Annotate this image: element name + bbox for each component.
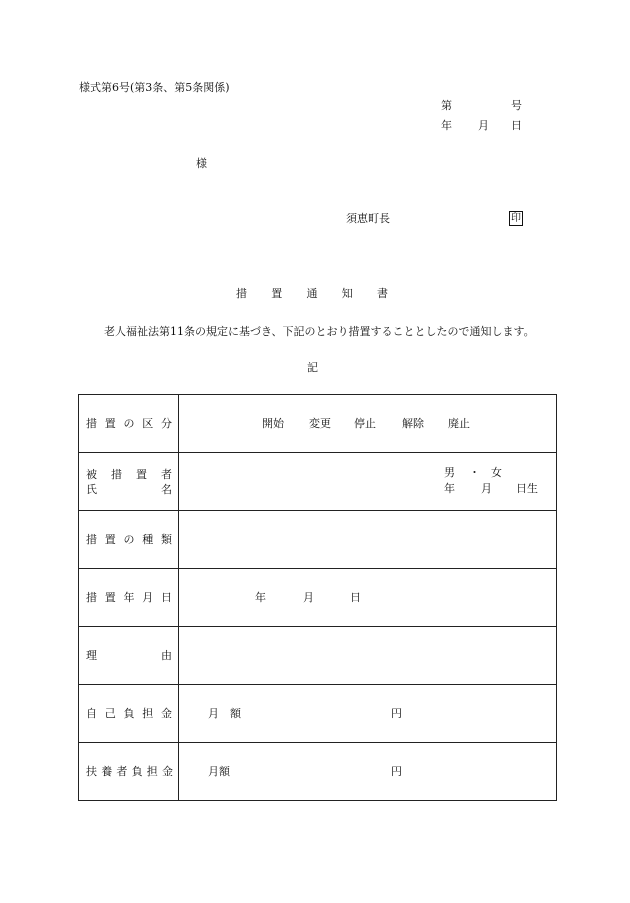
birth-day: 日生 bbox=[516, 482, 538, 495]
option-release[interactable]: 解除 bbox=[402, 417, 424, 430]
value-reason[interactable] bbox=[179, 627, 557, 685]
form-table bbox=[78, 394, 557, 801]
table-row bbox=[79, 743, 557, 801]
value-measure-date[interactable] bbox=[179, 569, 557, 627]
label-supporter-burden: 扶 養 者 負 担 金 bbox=[79, 743, 179, 801]
label-measured-person-name: 被 措 置 者 氏 名 bbox=[79, 453, 179, 511]
table-row bbox=[79, 685, 557, 743]
value-measure-category bbox=[179, 395, 557, 453]
table-row bbox=[79, 453, 557, 511]
table-row bbox=[79, 569, 557, 627]
self-burden-amount-label: 月 額 bbox=[208, 707, 241, 720]
date-day: 日 bbox=[511, 119, 522, 132]
label-measure-category: 措 置 の 区 分 bbox=[79, 395, 179, 453]
title-char: 置 bbox=[271, 287, 283, 300]
label-reason: 理 由 bbox=[79, 627, 179, 685]
value-self-burden[interactable] bbox=[179, 685, 557, 743]
supporter-burden-yen: 円 bbox=[391, 765, 402, 778]
value-supporter-burden[interactable] bbox=[179, 743, 557, 801]
doc-number-suffix: 号 bbox=[511, 99, 522, 112]
option-abolish[interactable]: 廃止 bbox=[448, 417, 470, 430]
title-char: 知 bbox=[341, 287, 353, 300]
option-suspend[interactable]: 停止 bbox=[354, 417, 376, 430]
title-char: 通 bbox=[306, 287, 318, 300]
measure-date-day: 日 bbox=[350, 591, 361, 604]
ki-mark: 記 bbox=[307, 361, 318, 374]
sex-separator: ・ bbox=[469, 466, 480, 479]
measure-date-month: 月 bbox=[303, 591, 314, 604]
date-month: 月 bbox=[478, 119, 489, 132]
label-self-burden: 自 己 負 担 金 bbox=[79, 685, 179, 743]
self-burden-yen: 円 bbox=[391, 707, 402, 720]
supporter-burden-amount-label: 月額 bbox=[208, 765, 230, 778]
table-row bbox=[79, 627, 557, 685]
birth-month: 月 bbox=[481, 482, 492, 495]
title-char: 措 bbox=[236, 287, 247, 300]
birth-year: 年 bbox=[444, 482, 455, 495]
label-measure-type: 措 置 の 種 類 bbox=[79, 511, 179, 569]
doc-number-prefix: 第 bbox=[441, 99, 452, 112]
option-change[interactable]: 変更 bbox=[309, 417, 331, 430]
seal-text: 印 bbox=[511, 213, 521, 224]
form-number: 様式第6号(第3条、第5条関係) bbox=[79, 81, 230, 94]
document-title bbox=[236, 288, 388, 299]
label-measure-date: 措 置 年 月 日 bbox=[79, 569, 179, 627]
addressee-honorific: 様 bbox=[196, 157, 207, 170]
sex-female[interactable]: 女 bbox=[491, 466, 502, 479]
table-row bbox=[79, 395, 557, 453]
date-year: 年 bbox=[441, 119, 452, 132]
value-measured-person[interactable] bbox=[179, 453, 557, 511]
table-row bbox=[79, 511, 557, 569]
value-measure-type[interactable] bbox=[179, 511, 557, 569]
measure-date-year: 年 bbox=[255, 591, 266, 604]
sex-male[interactable]: 男 bbox=[444, 466, 455, 479]
seal-mark bbox=[509, 211, 523, 226]
title-char: 書 bbox=[377, 287, 388, 300]
option-start[interactable]: 開始 bbox=[262, 417, 284, 430]
body-text: 老人福祉法第11条の規定に基づき、下記のとおり措置することとしたので通知します。 bbox=[104, 325, 535, 338]
issuer-title: 須恵町長 bbox=[346, 212, 390, 225]
